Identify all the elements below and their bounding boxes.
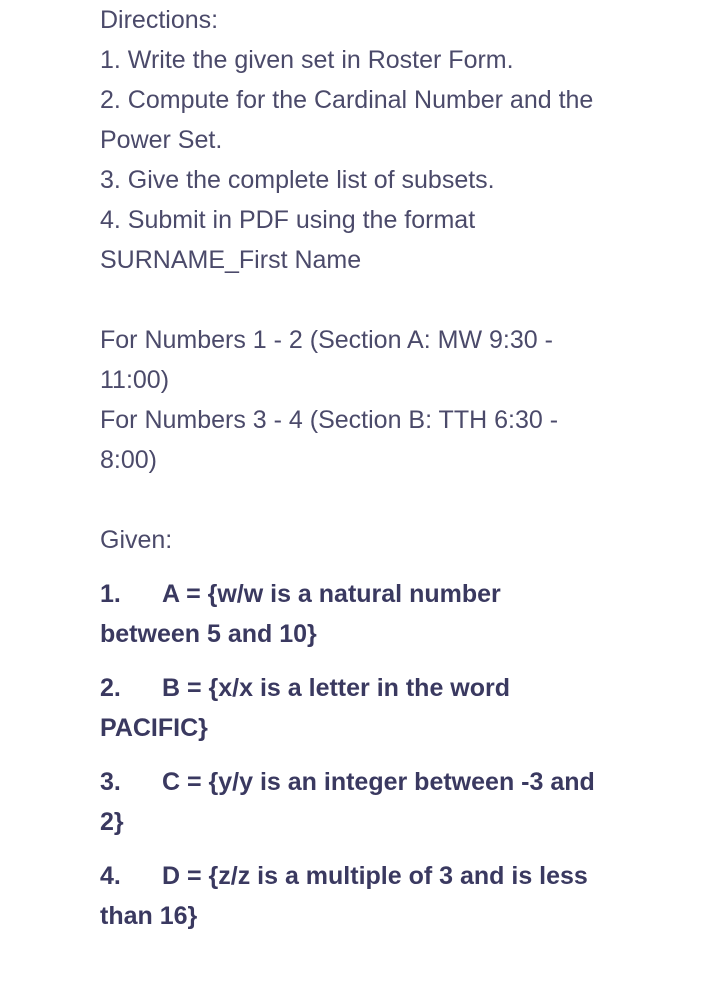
spacer	[100, 480, 700, 520]
direction-line-6: SURNAME_First Name	[100, 246, 362, 274]
given-item-first-line: A = {w/w is a natural number	[162, 580, 501, 608]
given-item-number: 1.	[100, 580, 121, 608]
given-item-first-line: C = {y/y is an integer between -3 and	[162, 768, 595, 796]
direction-line-1: 1. Write the given set in Roster Form.	[100, 46, 514, 74]
given-item-second-line: than 16}	[100, 902, 198, 930]
given-item-first-line: B = {x/x is a letter in the word	[162, 674, 511, 702]
given-item-number: 4.	[100, 862, 121, 890]
given-item-3	[100, 762, 700, 842]
given-item-2	[100, 668, 700, 748]
given-item-number: 3.	[100, 768, 121, 796]
given-item-second-line: 2}	[100, 808, 124, 836]
section-line-3: For Numbers 3 - 4 (Section B: TTH 6:30 -	[100, 406, 559, 434]
given-item-second-line: between 5 and 10}	[100, 620, 317, 648]
section-line-1: For Numbers 1 - 2 (Section A: MW 9:30 -	[100, 326, 553, 354]
directions-heading: Directions:	[100, 6, 219, 34]
given-item-first-line: D = {z/z is a multiple of 3 and is less	[162, 862, 588, 890]
direction-line-4: 3. Give the complete list of subsets.	[100, 166, 495, 194]
given-item-4	[100, 856, 700, 936]
direction-line-5: 4. Submit in PDF using the format	[100, 206, 476, 234]
given-item-number: 2.	[100, 674, 121, 702]
spacer	[100, 280, 700, 320]
given-item-second-line: PACIFIC}	[100, 714, 208, 742]
direction-line-2: 2. Compute for the Cardinal Number and the	[100, 86, 594, 114]
section-line-4: 8:00)	[100, 446, 157, 474]
document-body	[100, 0, 700, 936]
given-heading: Given:	[100, 526, 173, 554]
given-item-1	[100, 574, 700, 654]
direction-line-3: Power Set.	[100, 126, 223, 154]
section-line-2: 11:00)	[100, 366, 170, 394]
